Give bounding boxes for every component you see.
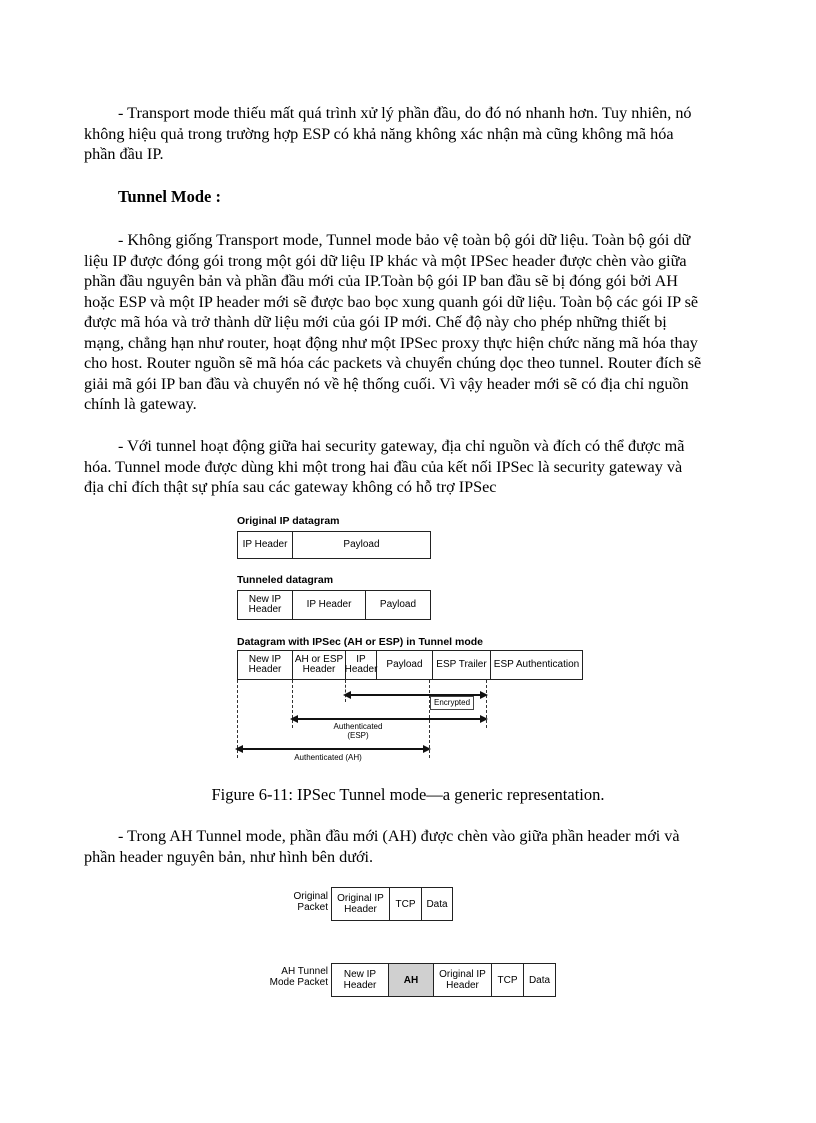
ip-header-cell: IP Header [346,651,377,679]
payload-cell: Payload [343,539,380,550]
ah-tunnel-mode-packet-label: AH Tunnel Mode Packet [269,966,328,988]
original-packet-row [331,887,453,921]
figure-ipsec-tunnel-mode [233,515,585,767]
payload-cell: Payload [377,651,433,679]
paragraph-text: - Với tunnel hoạt động giữa hai security gateway, địa chỉ nguồn và đích có thể được mã hóa. Tunnel mode được dùng khi một trong hai đầu của kết nối IPSec là security gateway và địa chỉ đích thật sự phía sau các gateway không có hỗ trợ IPSec [84,437,685,496]
paragraph-security-gateway [84,436,704,498]
section-heading-tunnel-mode: Tunnel Mode : [118,187,221,206]
figure-caption: Figure 6-11: IPSec Tunnel mode—a generic representation. [211,785,605,804]
tcp-cell: TCP [492,964,524,996]
data-cell: Data [426,898,448,910]
tunneled-datagram-row [237,590,431,620]
esp-trailer-cell: ESP Trailer [433,651,491,679]
original-datagram-row [237,531,431,559]
paragraph-tunnel-mode-description [84,230,704,415]
tunneled-datagram-title: Tunneled datagram [237,574,334,586]
original-packet-label: Original Packet [293,891,328,913]
original-ip-header-cell: Original IP Header [332,888,390,920]
payload-cell: Payload [379,599,417,610]
paragraph-text: - Trong AH Tunnel mode, phần đầu mới (AH) được chèn vào giữa phần header mới và phần header nguyên bản, như hình bên dưới. [84,827,680,866]
new-ip-header-cell: New IP Header [238,591,293,619]
authenticated-esp-label: Authenticated (ESP) [333,722,383,740]
data-cell: Data [528,974,551,986]
tcp-cell: TCP [390,888,422,920]
esp-authentication-cell: ESP Authentication [493,659,580,670]
authenticated-ah-arrow [237,748,429,750]
paragraph-text: - Không giống Transport mode, Tunnel mode bảo vệ toàn bộ gói dữ liệu. Toàn bộ gói dữ liệu IP được đóng gói trong một gói dữ liệu IP khác và một IPSec header được chèn vào giữa phần đầu nguyên bản và phần đầu mới của IP.Toàn bộ gói IP ban đầu sẽ bị đóng gói bởi AH hoặc ESP và một IP header mới sẽ được bao bọc xung quanh gói dữ liệu. Toàn bộ các gói IP sẽ được mã hóa và trở thành dữ liệu mới của gói IP mới. Chế độ này cho phép những thiết bị mạng, chẳng hạn như router, hoạt động như một IPSec proxy thực hiện chức năng mã hóa thay cho host. Router nguồn sẽ mã hóa các packets và chuyển chúng dọc theo tunnel. Router đích sẽ giải mã gói IP ban đầu và chuyển nó về hệ thống cuối. Vì vậy header mới sẽ có địa chỉ nguồn chính là gateway. [84,231,702,413]
encrypted-label: Encrypted [430,696,474,710]
new-ip-header-cell: New IP Header [332,964,389,996]
paragraph-ah-tunnel-mode [84,826,704,867]
paragraph-text: - Transport mode thiếu mất quá trình xử lý phần đầu, do đó nó nhanh hơn. Tuy nhiên, nó không hiệu quả trong trường hợp ESP có khả năng không xác nhận mà cũng không mã hóa phần đầu IP. [84,104,692,163]
ah-or-esp-header-cell: AH or ESP Header [293,651,346,679]
authenticated-esp-arrow [292,718,486,720]
ipsec-datagram-row [237,650,583,680]
new-ip-header-cell: New IP Header [238,651,293,679]
ipsec-datagram-title: Datagram with IPSec (AH or ESP) in Tunnel mode [237,636,484,648]
ah-tunnel-packet-row [331,963,556,997]
authenticated-ah-label: Authenticated (AH) [294,753,362,762]
ah-cell: AH [389,964,434,996]
ip-header-cell: IP Header [238,532,293,558]
original-datagram-title: Original IP datagram [237,515,340,527]
paragraph-transport-mode [84,103,704,165]
figure-ah-tunnel-mode-packet [258,882,558,1004]
ip-header-cell: IP Header [293,591,366,619]
original-ip-header-cell: Original IP Header [434,964,492,996]
